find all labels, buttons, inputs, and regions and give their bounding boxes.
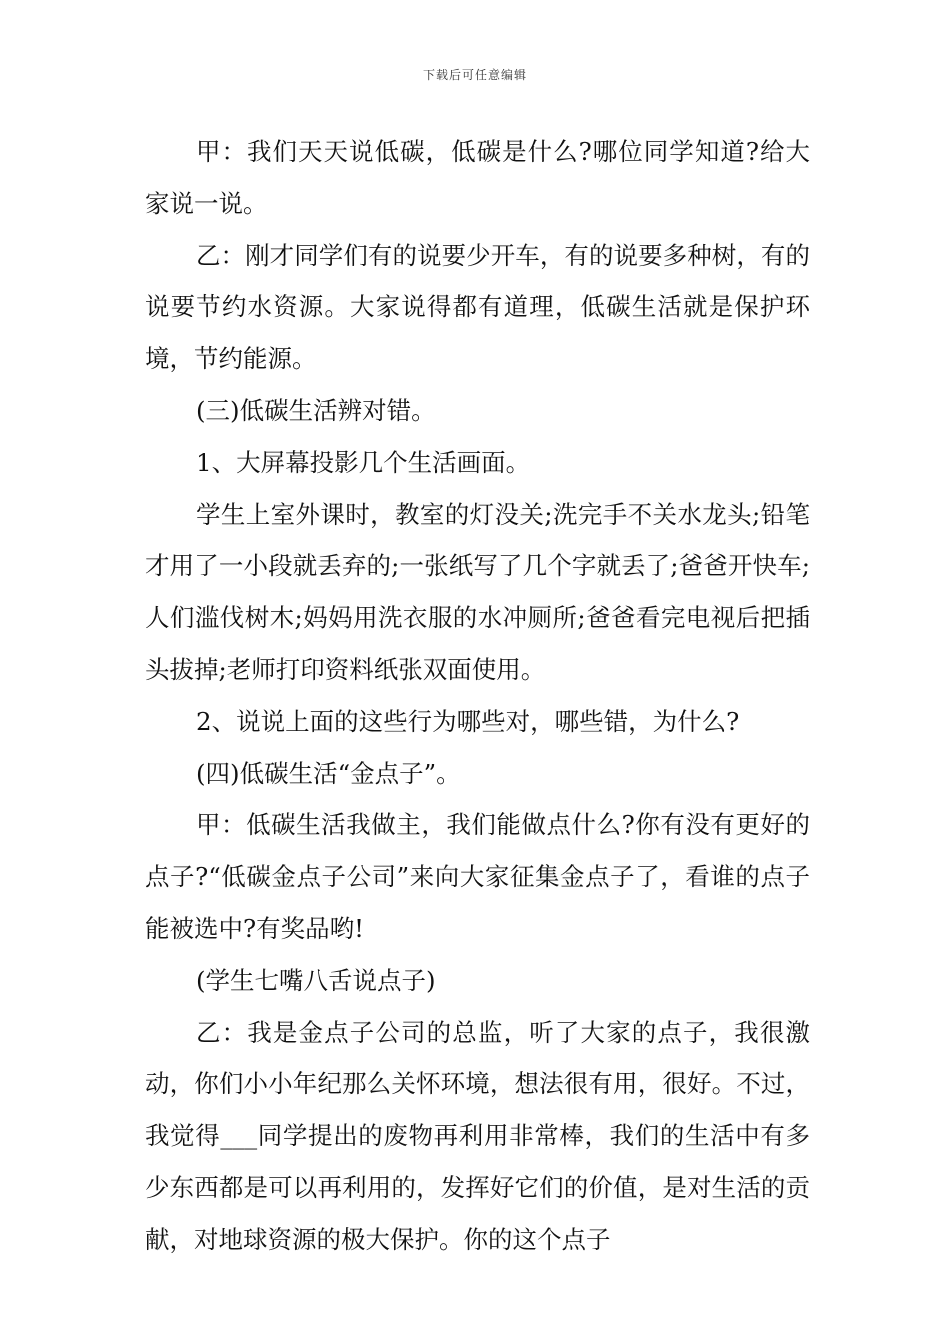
paragraph-dialogue-yi-1: 乙：刚才同学们有的说要少开车，有的说要多种树，有的说要节约水资源。大家说得都有道理，低碳生活就是保护环境，节约能源。 bbox=[145, 240, 810, 374]
list-item-1: 1、大屏幕投影几个生活画面。 bbox=[196, 447, 531, 477]
section-heading-4: (四)低碳生活“金点子”。 bbox=[196, 758, 461, 788]
paragraph-scenes: 学生上室外课时，教室的灯没关;洗完手不关水龙头;铅笔才用了一小段就丢弃的;一张纸写了几个字就丢了;爸爸开快车;人们滥伐树木;妈妈用洗衣服的水冲厕所;爸爸看完电视后把插头拔掉;老师打印资料纸张双面使用。 bbox=[145, 499, 810, 684]
section-heading-3: (三)低碳生活辨对错。 bbox=[196, 395, 436, 425]
paragraph-stage-note: (学生七嘴八舌说点子) bbox=[196, 965, 436, 995]
page-header: 下载后可任意编辑 bbox=[422, 68, 527, 82]
paragraph-dialogue-jia-2: 甲：低碳生活我做主，我们能做点什么?你有没有更好的点子?“低碳金点子公司”来向大家征集金点子了，看谁的点子能被选中?有奖品哟! bbox=[145, 810, 810, 943]
paragraph-dialogue-jia-1: 甲：我们天天说低碳，低碳是什么?哪位同学知道?给大家说一说。 bbox=[145, 137, 810, 218]
paragraph-dialogue-yi-2: 乙：我是金点子公司的总监，听了大家的点子，我很激动，你们小小年纪那么关怀环境，想法很有用，很好。不过，我觉得___同学提出的废物再利用非常棒，我们的生活中有多少东西都是可以再利用的，发挥好它们的价值，是对生活的贡献，对地球资源的极大保护。你的这个点子 bbox=[145, 1017, 810, 1254]
list-item-2: 2、说说上面的这些行为哪些对，哪些错，为什么? bbox=[196, 706, 740, 736]
document-body bbox=[145, 126, 810, 1266]
